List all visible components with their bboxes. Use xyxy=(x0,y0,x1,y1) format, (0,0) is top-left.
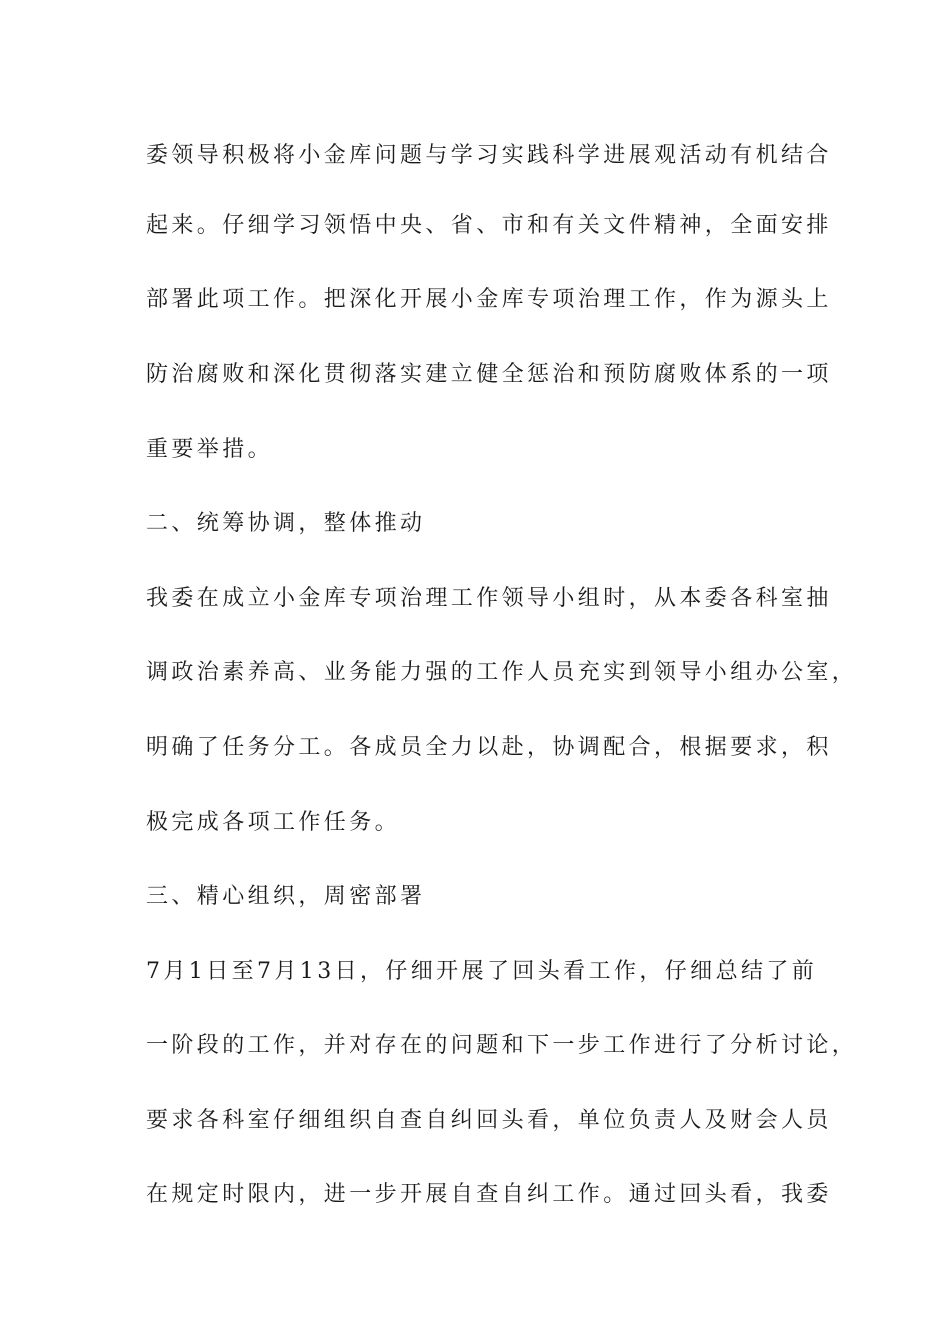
paragraph-line: 起来。仔细学习领悟中央、省、市和有关文件精神，全面安排 xyxy=(146,213,832,238)
paragraph-line: 7月1日至7月13日，仔细开展了回头看工作，仔细总结了前 xyxy=(146,959,818,984)
paragraph-line: 部署此项工作。把深化开展小金库专项治理工作，作为源头上 xyxy=(146,287,832,312)
paragraph-line: 重要举措。 xyxy=(146,437,274,462)
paragraph-line: 一阶段的工作，并对存在的问题和下一步工作进行了分析讨论， xyxy=(146,1033,858,1058)
paragraph-line: 在规定时限内，进一步开展自查自纠工作。通过回头看，我委 xyxy=(146,1182,832,1207)
paragraph-line: 委领导积极将小金库问题与学习实践科学进展观活动有机结合 xyxy=(146,143,832,168)
paragraph-line: 防治腐败和深化贯彻落实建立健全惩治和预防腐败体系的一项 xyxy=(146,362,832,387)
paragraph-line: 调政治素养高、业务能力强的工作人员充实到领导小组办公室， xyxy=(146,660,858,685)
paragraph-line: 明确了任务分工。各成员全力以赴，协调配合，根据要求，积 xyxy=(146,735,832,760)
paragraph-line: 极完成各项工作任务。 xyxy=(146,810,401,835)
paragraph-line: 我委在成立小金库专项治理工作领导小组时，从本委各科室抽 xyxy=(146,586,832,611)
paragraph-line: 要求各科室仔细组织自查自纠回头看，单位负责人及财会人员 xyxy=(146,1108,832,1133)
section-heading: 二、统筹协调，整体推动 xyxy=(146,511,426,536)
section-heading: 三、精心组织，周密部署 xyxy=(146,884,426,909)
